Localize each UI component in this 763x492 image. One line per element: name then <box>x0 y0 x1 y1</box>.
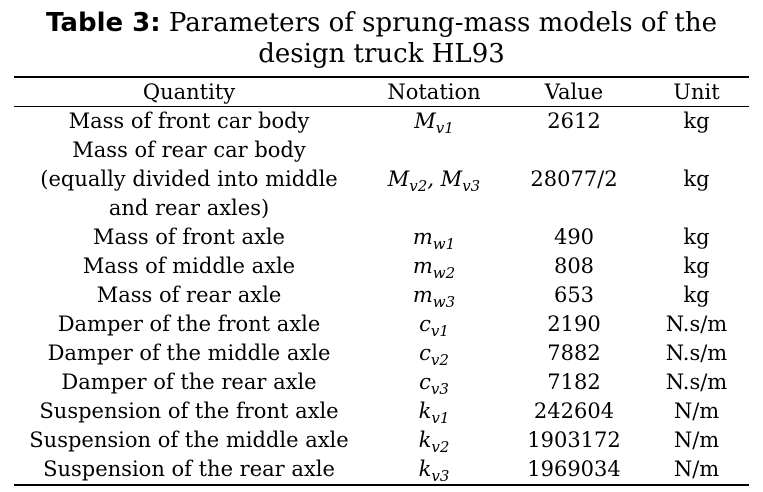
table-row <box>14 397 749 426</box>
cell-value: 7182 <box>547 370 601 394</box>
notation-symbol <box>419 312 449 340</box>
cell-notation <box>364 107 504 137</box>
notation-subscript: v3 <box>430 380 449 398</box>
cell-notation <box>364 368 504 397</box>
cell-notation <box>364 397 504 426</box>
cell-quantity <box>14 107 364 137</box>
notation-symbol <box>412 283 456 311</box>
notation-base: c <box>419 370 431 394</box>
table-row <box>14 223 749 252</box>
header-row <box>14 77 749 107</box>
cell-notation <box>364 136 504 223</box>
table-body <box>14 107 749 486</box>
notation-base: m <box>412 283 433 307</box>
quantity-line: Mass of rear axle <box>96 283 282 307</box>
notation-symbol <box>440 167 481 195</box>
cell-quantity <box>14 223 364 252</box>
notation-base: M <box>440 167 463 191</box>
cell-unit: N.s/m <box>665 341 728 365</box>
cell-quantity <box>14 426 364 455</box>
header-value: Value <box>544 80 604 104</box>
cell-value: 28077/2 <box>530 167 618 191</box>
cell-notation <box>364 252 504 281</box>
notation-symbol <box>418 428 450 456</box>
cell-value: 490 <box>553 225 595 249</box>
cell-notation <box>364 339 504 368</box>
cell-value: 1969034 <box>527 457 621 481</box>
cell-quantity <box>14 136 364 223</box>
table-row <box>14 339 749 368</box>
quantity-line: Damper of the front axle <box>57 312 321 336</box>
table-row <box>14 455 749 485</box>
notation-subscript: v2 <box>431 438 450 456</box>
table-row <box>14 426 749 455</box>
quantity-line: Damper of the middle axle <box>47 341 331 365</box>
notation-base: c <box>419 341 431 365</box>
notation-symbol <box>419 341 449 369</box>
notation-base: c <box>419 312 431 336</box>
cell-notation <box>364 455 504 485</box>
notation-symbol <box>419 370 449 398</box>
table-row <box>14 107 749 137</box>
notation-symbol <box>418 457 450 485</box>
notation-subscript: v1 <box>430 322 449 340</box>
cell-quantity <box>14 397 364 426</box>
notation-base: k <box>418 399 432 423</box>
notation-symbol <box>418 399 450 427</box>
notation-base: k <box>418 428 432 452</box>
notation-symbol <box>387 167 428 195</box>
cell-value: 242604 <box>533 399 615 423</box>
header-quantity: Quantity <box>142 80 236 104</box>
cell-unit: kg <box>683 109 710 133</box>
quantity-line: Suspension of the rear axle <box>43 457 335 481</box>
cell-quantity <box>14 281 364 310</box>
cell-value: 2612 <box>547 109 601 133</box>
notation-base: m <box>412 254 433 278</box>
quantity-line: and rear axles) <box>108 196 270 220</box>
quantity-line: Suspension of the front axle <box>39 399 339 423</box>
cell-value: 7882 <box>547 341 601 365</box>
cell-unit: kg <box>683 283 710 307</box>
notation-symbol <box>412 225 456 253</box>
cell-value: 808 <box>553 254 595 278</box>
quantity-line: Mass of rear car body <box>72 138 306 162</box>
caption-text: Parameters of sprung-mass models of the design truck HL93 <box>160 8 717 69</box>
notation-subscript: v3 <box>431 467 450 485</box>
notation-subscript: w1 <box>432 235 456 253</box>
cell-quantity <box>14 455 364 485</box>
quantity-line: Mass of front axle <box>93 225 285 249</box>
notation-subscript: w3 <box>432 293 456 311</box>
cell-notation <box>364 223 504 252</box>
notation-base: M <box>387 167 410 191</box>
notation-subscript: v1 <box>431 409 450 427</box>
cell-value: 1903172 <box>527 428 621 452</box>
notation-subscript: v3 <box>462 177 481 195</box>
cell-quantity <box>14 310 364 339</box>
cell-value: 2190 <box>547 312 601 336</box>
table-row <box>14 252 749 281</box>
notation-subscript: v2 <box>430 351 449 369</box>
notation-base: k <box>418 457 432 481</box>
cell-unit: N.s/m <box>665 312 728 336</box>
quantity-line: Damper of the rear axle <box>61 370 317 394</box>
cell-unit: N/m <box>673 399 720 423</box>
cell-unit: kg <box>683 225 710 249</box>
caption-label: Table 3: <box>46 8 161 38</box>
table-row <box>14 310 749 339</box>
cell-unit: N/m <box>673 428 720 452</box>
cell-unit: N/m <box>673 457 720 481</box>
quantity-line: (equally divided into middle <box>40 167 338 191</box>
cell-quantity <box>14 368 364 397</box>
notation-separator: , <box>427 167 441 191</box>
table-caption <box>0 8 763 70</box>
cell-notation <box>364 281 504 310</box>
parameters-table <box>14 76 749 486</box>
notation-symbol <box>412 254 456 282</box>
header-unit: Unit <box>673 80 720 104</box>
table-row <box>14 281 749 310</box>
cell-notation <box>364 310 504 339</box>
quantity-line: Suspension of the middle axle <box>29 428 349 452</box>
cell-value: 653 <box>553 283 595 307</box>
notation-subscript: v2 <box>409 177 428 195</box>
table-row <box>14 368 749 397</box>
quantity-line: Mass of middle axle <box>82 254 296 278</box>
cell-unit: kg <box>683 167 710 191</box>
cell-quantity <box>14 252 364 281</box>
cell-unit: N.s/m <box>665 370 728 394</box>
table-row <box>14 136 749 223</box>
quantity-line: Mass of front car body <box>68 109 310 133</box>
notation-base: M <box>414 109 436 133</box>
notation-subscript: v1 <box>435 119 454 137</box>
notation-subscript: w2 <box>432 264 456 282</box>
cell-notation <box>364 426 504 455</box>
cell-unit: kg <box>683 254 710 278</box>
notation-base: m <box>412 225 433 249</box>
header-notation: Notation <box>387 80 481 104</box>
notation-symbol <box>414 109 454 137</box>
cell-quantity <box>14 339 364 368</box>
